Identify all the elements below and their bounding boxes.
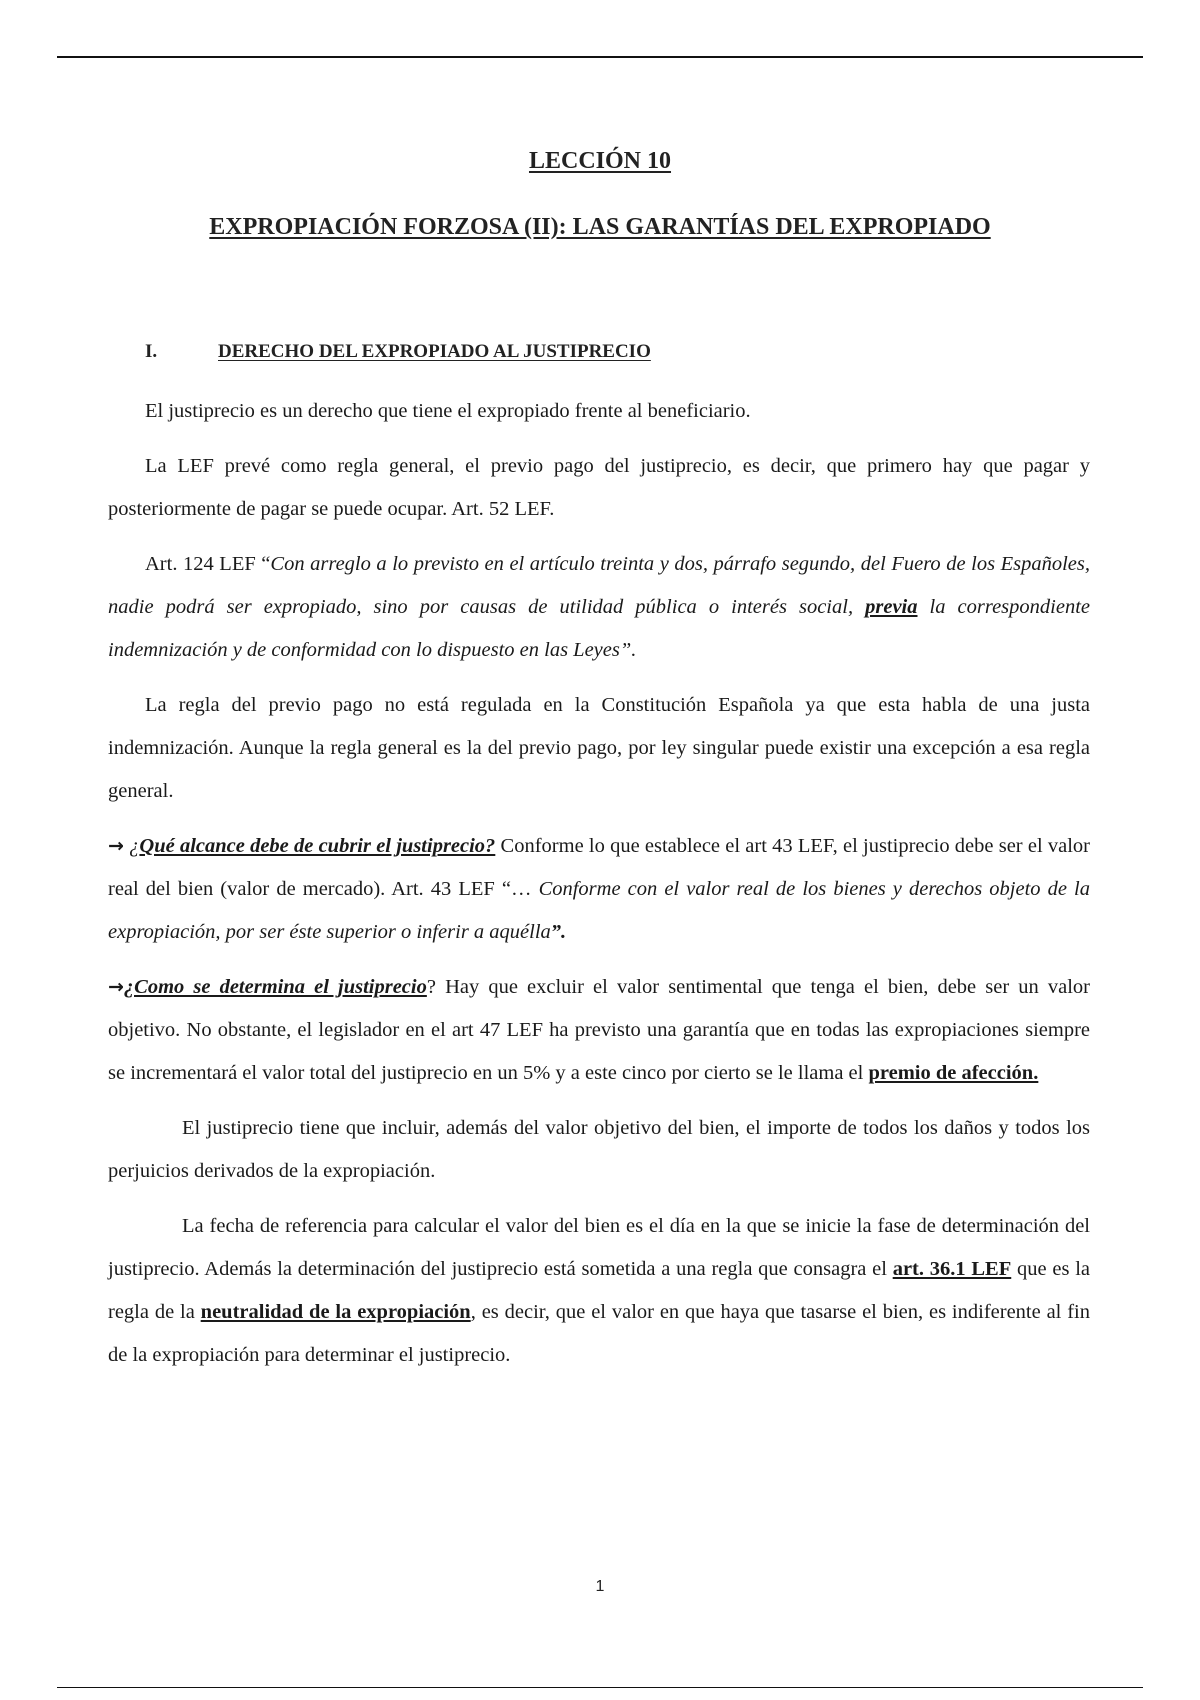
paragraph-5: [108, 825, 1090, 954]
document-body: [108, 390, 1090, 1389]
p8-b: que es la regla de la: [108, 1258, 1090, 1323]
arrow-right-icon: →: [108, 835, 124, 857]
p8-c: , es decir, que el valor en que haya que tasarse el bien, es indiferente al fin de la expropiación para determinar el justiprecio.: [108, 1301, 1090, 1366]
p6-text: ? Hay que excluir el valor sentimental que tenga el bien, debe ser un valor objetivo. No obstante, el legislador en el art 47 LEF ha previsto una garantía que en todas las expropiaciones siempre se incrementará el valor total del justiprecio en un 5% y a este cinco por cierto se le llama el: [108, 976, 1090, 1084]
page-title: EXPROPIACIÓN FORZOSA (II): LAS GARANTÍAS DEL EXPROPIADO: [209, 214, 991, 240]
paragraph-6: [108, 966, 1090, 1095]
top-rule: [57, 56, 1143, 58]
paragraph-7: El justiprecio tiene que incluir, además del valor objetivo del bien, el importe de todos los daños y todos los perjuicios derivados de la expropiación.: [108, 1117, 1090, 1182]
p5-quote: Conforme con el valor real de los bienes y derechos objeto de la expropiación, por ser éste superior o inferir a aquélla: [108, 878, 1090, 943]
p5-text: Conforme lo que establece el art 43 LEF, el justiprecio debe ser el valor real del bien (valor de mercado). Art. 43 LEF “…: [108, 835, 1091, 900]
arrow-right-icon: →: [108, 976, 124, 998]
paragraph-8: [108, 1205, 1090, 1377]
p5-question: Qué alcance debe de cubrir el justiprecio?: [139, 835, 496, 857]
bottom-rule: [57, 1687, 1143, 1688]
p8-a: La fecha de referencia para calcular el valor del bien es el día en la que se inicie la fase de determinación del justiprecio. Además la determinación del justiprecio está sometida a una regla que consagra el: [108, 1215, 1090, 1280]
lesson-heading: LECCIÓN 10: [528, 148, 672, 174]
p8-rule: neutralidad de la expropiación: [200, 1301, 471, 1323]
p5-quote-end: ”.: [550, 921, 567, 943]
p6-question: ¿Como se determina el justiprecio: [123, 976, 427, 998]
p3-lead: Art. 124 LEF “: [145, 553, 271, 575]
p8-article: art. 36.1 LEF: [892, 1258, 1012, 1280]
section-title: DERECHO DEL EXPROPIADO AL JUSTIPRECIO: [218, 341, 651, 362]
p3-quote-b: la correspondiente indemnización y de conformidad con lo dispuesto en las Leyes”.: [108, 596, 1090, 661]
section-heading: [145, 341, 651, 363]
page-number: 1: [595, 1578, 605, 1595]
section-number: I.: [145, 341, 158, 362]
p3-quote-a: Con arreglo a lo previsto en el artículo treinta y dos, párrafo segundo, del Fuero de los Españoles, nadie podrá ser expropiado, sino por causas de utilidad pública o interés social,: [108, 553, 1090, 618]
paragraph-1: El justiprecio es un derecho que tiene el expropiado frente al beneficiario.: [145, 400, 751, 422]
p5-question-open: ¿: [123, 835, 140, 857]
paragraph-2: La LEF prevé como regla general, el previo pago del justiprecio, es decir, que primero hay que pagar y posteriormente de pagar se puede ocupar. Art. 52 LEF.: [108, 455, 1090, 520]
p3-emphasis: previa: [865, 596, 918, 618]
p6-term: premio de afección.: [868, 1062, 1039, 1084]
paragraph-3: [108, 543, 1090, 672]
paragraph-4: La regla del previo pago no está regulada en la Constitución Española ya que esta habla de una justa indemnización. Aunque la regla general es la del previo pago, por ley singular puede existir una excepción a esa regla general.: [108, 694, 1090, 802]
